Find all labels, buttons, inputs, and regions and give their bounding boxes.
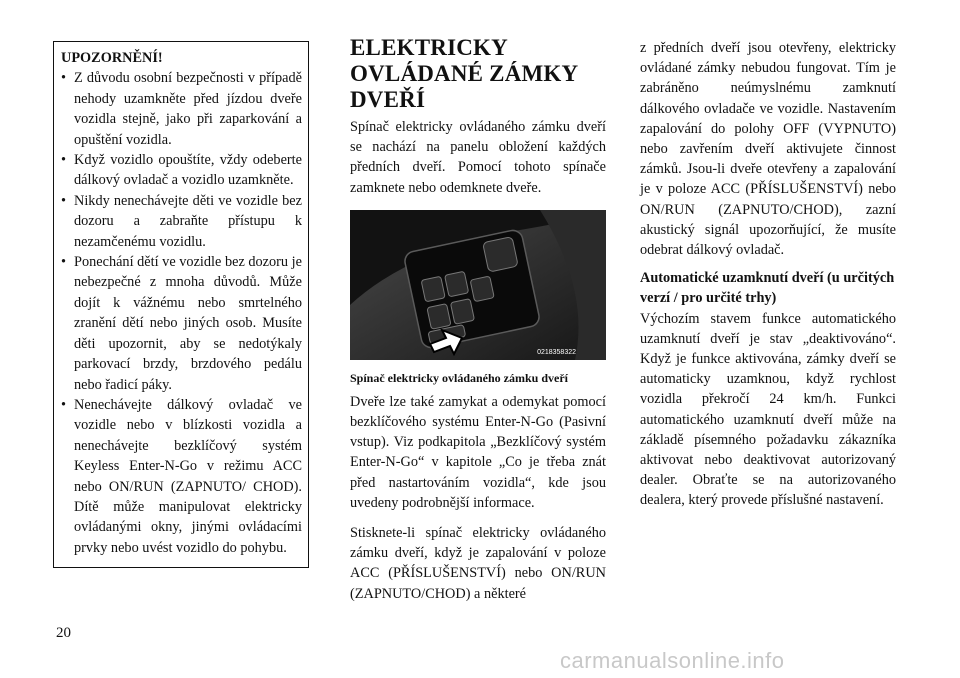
warning-list — [61, 68, 302, 558]
right-column — [640, 38, 896, 511]
middle-column — [350, 35, 606, 604]
warning-item: • Ponechání dětí ve vozidle bez dozoru je nebezpečné z mnoha důvodů. Může dojít k vážnému nebo smrtelného zranění dětí nebo jiných osob. Musíte děti upozornit, aby se nedotýkaly parkovací brzdy, brzdového pedálu nebo řadicí páky. — [61, 252, 302, 395]
warning-item: • Když vozidlo opouštíte, vždy odeberte dálkový ovladač a vozidlo uzamkněte. — [61, 150, 302, 191]
door-switch-photo — [350, 210, 606, 360]
warning-item: • Nikdy nenechávejte děti ve vozidle bez dozoru a zabraňte přístupu k nezamčenému vozidlu. — [61, 191, 302, 252]
watermark: carmanualsonline.info — [560, 648, 785, 673]
section-heading: ELEKTRICKY OVLÁDANÉ ZÁMKY DVEŘÍ — [350, 35, 578, 112]
paragraph-enter-n-go: Dveře lze také zamykat a odemykat pomocí bezklíčového systému Enter-N-Go (Pasivní vstup). Viz podkapitola „Bezklíčový systém Enter-N-Go“ v kapitole „Co je třeba znát před nastartováním vozidla“, kde jsou uvedeny podrobnější informace. — [350, 393, 606, 511]
paragraph-switch-condition: Stisknete-li spínač elektricky ovládaného zámku dveří, když je zapalování v poloze ACC (PŘÍSLUŠENSTVÍ) nebo ON/RUN (ZAPNUTO/CHOD) a některé — [350, 525, 606, 602]
paragraph-auto-lock: Výchozím stavem funkce automatického uzamknutí dveří je stav „deaktivováno“. Když je funkce aktivována, zámky dveří se automaticky uzamknou, když rychlost vozidla překročí 24 km/h. Funkci automatického uzamknutí dveří může na základě písemného požadavku zákazníka aktivovat nebo deaktivovat autorizovaný dealer. Obraťte se na autorizovaného dealera, který provede příslušné nastavení. — [640, 310, 896, 509]
warning-title: UPOZORNĚNÍ! — [61, 50, 163, 66]
photo-caption: Spínač elektricky ovládaného zámku dveří — [350, 370, 569, 385]
paragraph-continuation: z předních dveří jsou otevřeny, elektricky ovládané zámky nebudou fungovat. Tím je zabráněno neúmyslnému zamknutí dálkového ovladače ve vozidle. Nastavením zapalování do polohy OFF (VYPNUTO) nebo zavřením dveří aktivujete činnost zámků. Jsou-li dveře otevřeny a zapalování je v poloze ACC (PŘÍSLUŠENSTVÍ) nebo ON/RUN (ZAPNUTO/CHOD), zazní akustický signál upozorňující, že musíte odebrat dálkový ovladač. — [640, 40, 896, 259]
door-switch-illustration — [350, 210, 606, 360]
intro-paragraph: Spínač elektricky ovládaného zámku dveří se nachází na panelu obložení každých předních dveří. Pomocí tohoto spínače zamknete nebo odemknete dveře. — [350, 119, 606, 196]
warning-item: • Z důvodu osobní bezpečnosti v případě nehody uzamkněte před jízdou dveře vozidla stejně, jako při zaparkování a opuštění vozidla. — [61, 68, 302, 150]
image-code: 0218358322 — [537, 348, 576, 356]
warning-box — [53, 41, 309, 568]
warning-item: • Nenechávejte dálkový ovladač ve vozidle nebo v blízkosti vozidla a nenechávejte bezklíčový systém Keyless Enter-N-Go v režimu ACC nebo ON/RUN (ZAPNUTO/ CHOD). Dítě může manipulovat elektricky ovládanými okny, jinými ovládacími prvky nebo uvést vozidlo do pohybu. — [61, 395, 302, 558]
subheading-auto-lock: Automatické uzamknutí dveří (u určitých verzí / pro určité trhy) — [640, 270, 895, 307]
page-number: 20 — [56, 625, 71, 641]
